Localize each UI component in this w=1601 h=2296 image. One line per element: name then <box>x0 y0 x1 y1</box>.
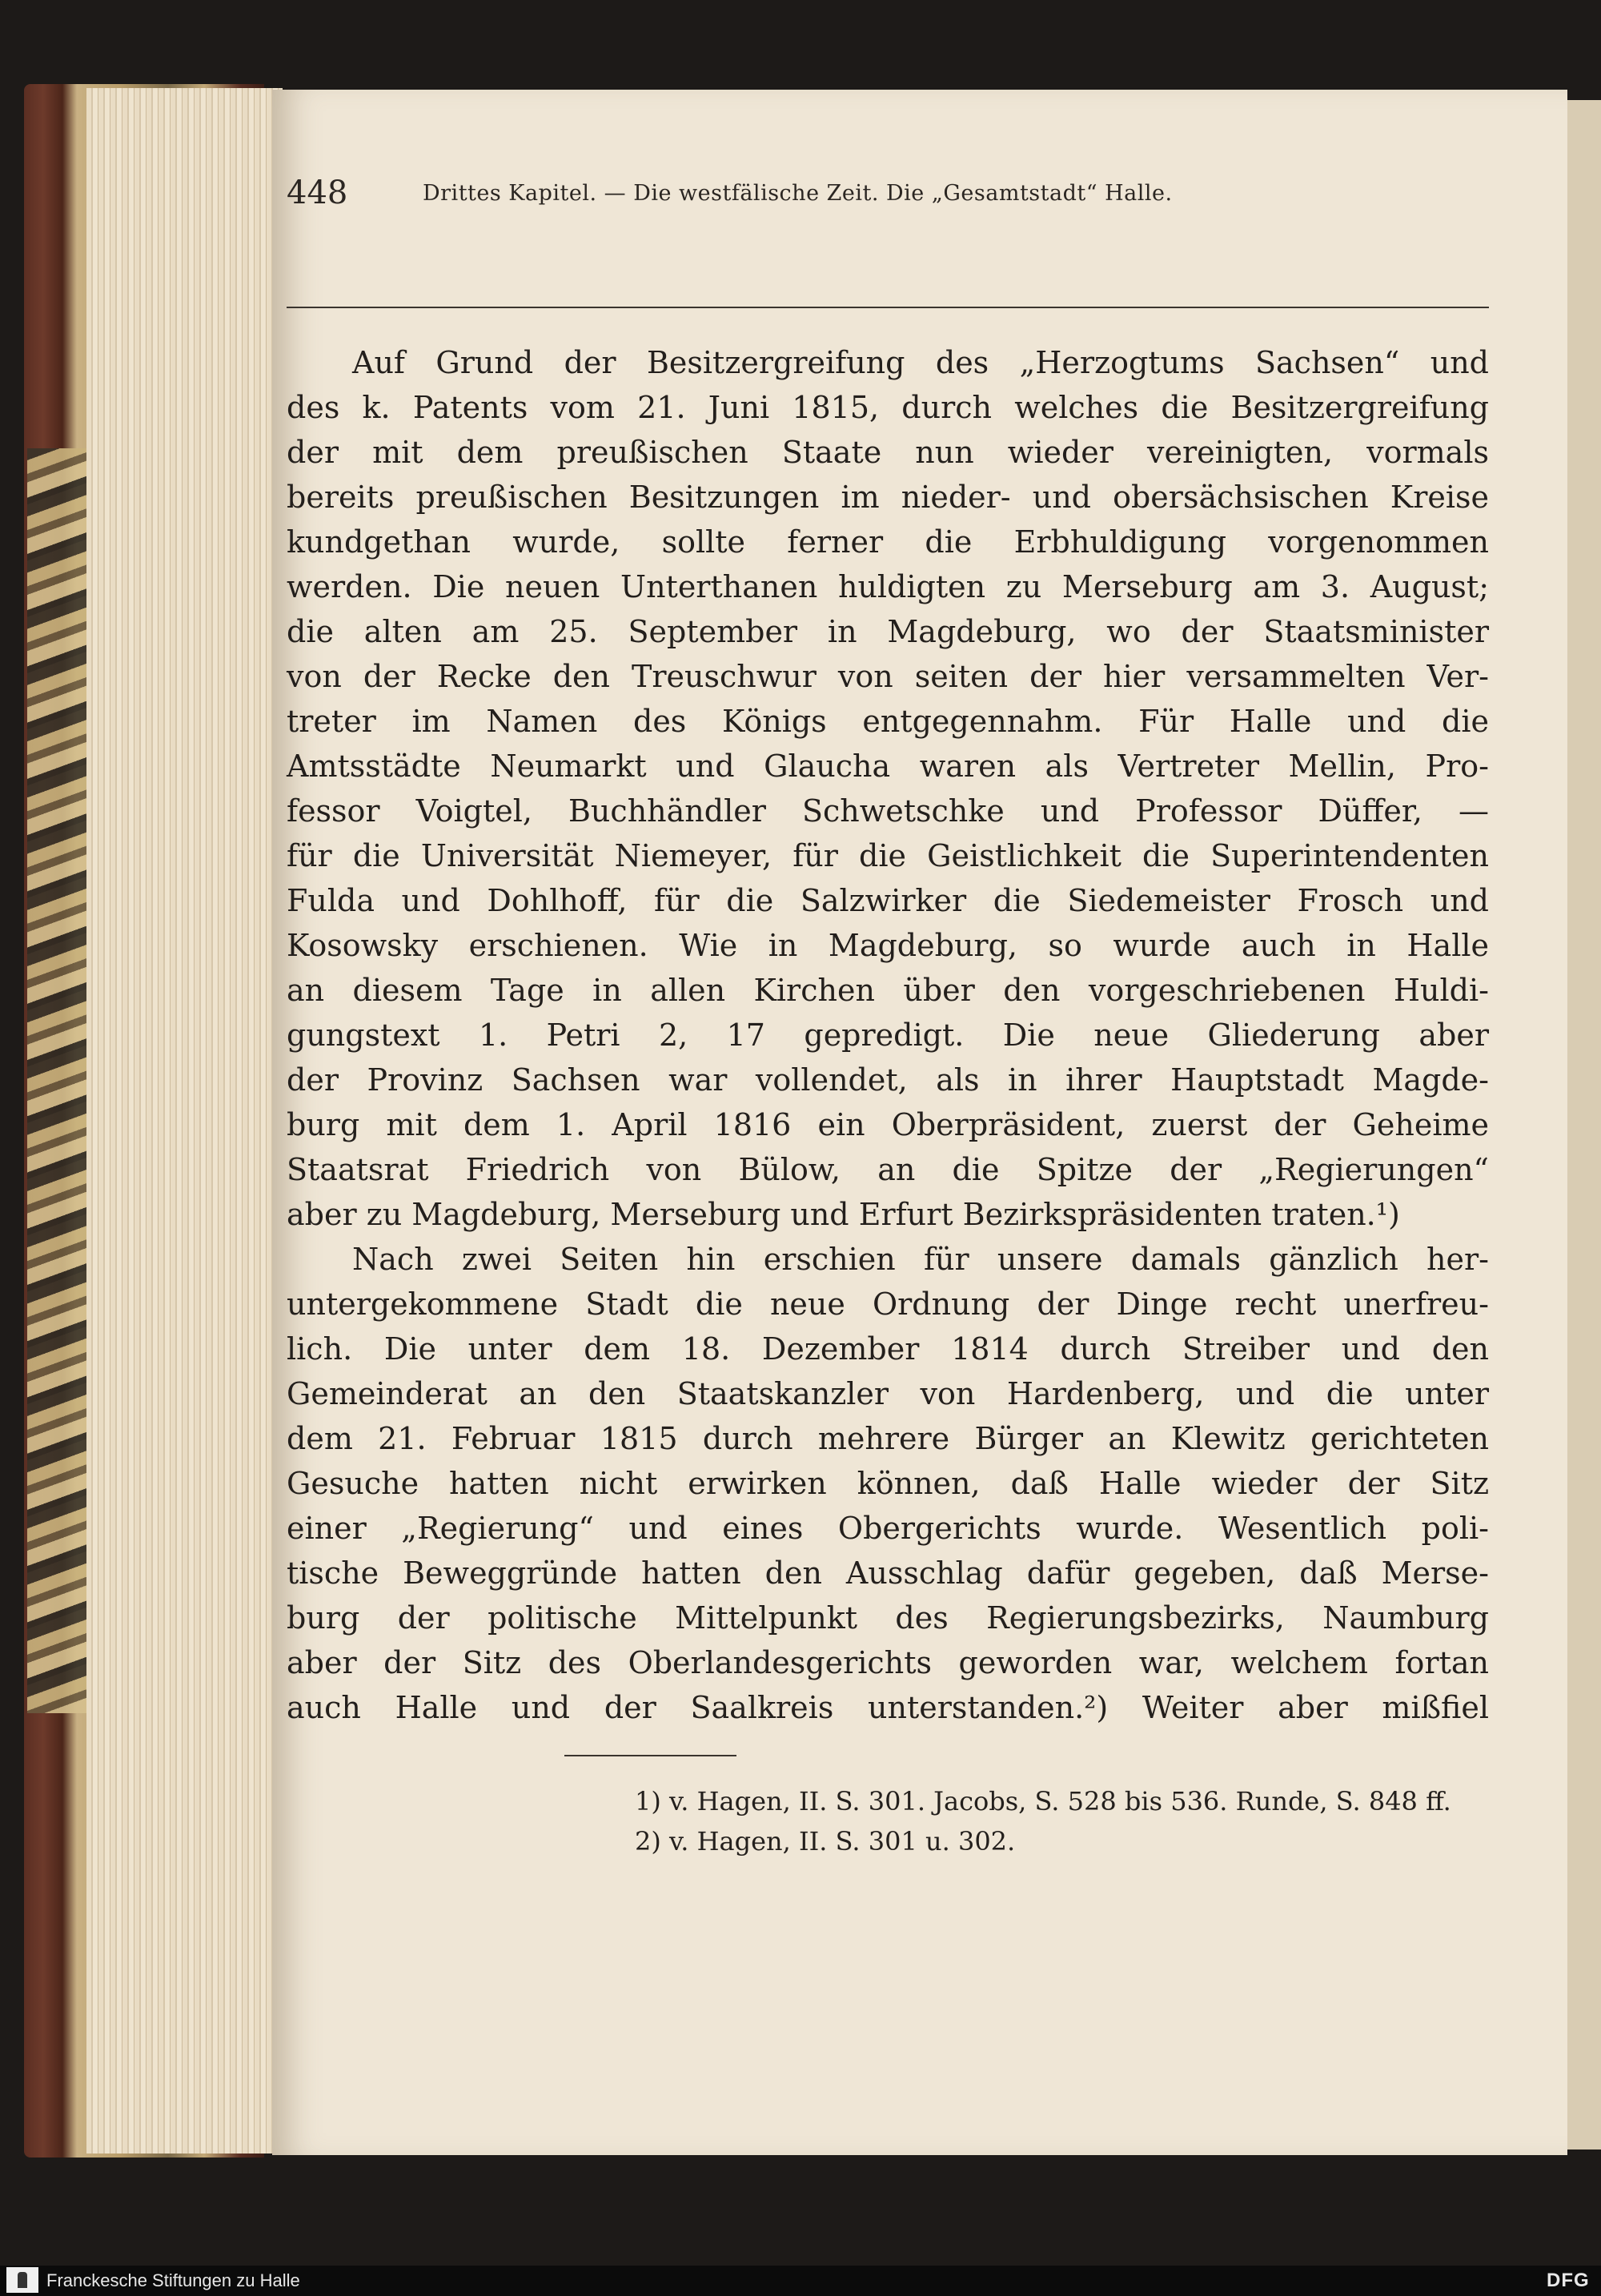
next-page-edge <box>1567 100 1601 2149</box>
text-line: kundgethan wurde, sollte ferner die Erbhuldigung vorgenommen <box>287 524 1489 560</box>
text-line: lich. Die unter dem 18. Dezember 1814 durch Streiber und den <box>287 1331 1489 1367</box>
dfg-logo: DFG <box>1547 2270 1590 2291</box>
page-stack <box>86 88 283 2154</box>
page-number: 448 <box>287 175 348 211</box>
text-line: Auf Grund der Besitzergreifung des „Herzogtums Sachsen“ und <box>352 345 1489 380</box>
text-line: tische Beweggründe hatten den Ausschlag dafür gegeben, daß Merse- <box>287 1555 1489 1591</box>
text-line: Fulda und Dohlhoff, für die Salzwirker die Siedemeister Frosch und <box>287 883 1489 918</box>
text-line: Amtsstädte Neumarkt und Glaucha waren als Vertreter Mellin, Pro- <box>287 749 1489 784</box>
page-header <box>287 175 1487 215</box>
text-line: an diesem Tage in allen Kirchen über den vorgeschriebenen Huldi- <box>287 973 1489 1008</box>
text-line: burg mit dem 1. April 1816 ein Oberpräsident, zuerst der Geheime <box>287 1107 1489 1142</box>
text-line: gungstext 1. Petri 2, 17 gepredigt. Die neue Gliederung aber <box>287 1018 1489 1053</box>
header-rule <box>287 307 1489 308</box>
text-line: dem 21. Februar 1815 durch mehrere Bürger an Klewitz gerichteten <box>287 1421 1489 1456</box>
text-line: Staatsrat Friedrich von Bülow, an die Spitze der „Regierungen“ <box>287 1152 1489 1187</box>
text-line: die alten am 25. September in Magdeburg, wo der Staatsminister <box>287 614 1489 649</box>
text-line: fessor Voigtel, Buchhändler Schwetschke und Professor Düffer, — <box>287 793 1489 829</box>
text-line: der Provinz Sachsen war vollendet, als in ihrer Hauptstadt Magde- <box>287 1062 1489 1098</box>
footnote: 2) v. Hagen, II. S. 301 u. 302. <box>635 1826 1016 1856</box>
text-line: treter im Namen des Königs entgegennahm. Für Halle und die <box>287 704 1489 739</box>
text-line: auch Halle und der Saalkreis unterstanden.²) Weiter aber mißfiel <box>287 1690 1489 1725</box>
text-line: Nach zwei Seiten hin erschien für unsere damals gänzlich her- <box>352 1242 1489 1277</box>
text-line: untergekommene Stadt die neue Ordnung der Dinge recht unerfreu- <box>287 1286 1489 1322</box>
footnote-rule <box>564 1755 736 1756</box>
text-line: für die Universität Niemeyer, für die Geistlichkeit die Superintendenten <box>287 838 1489 873</box>
text-line: der mit dem preußischen Staate nun wieder vereinigten, vormals <box>287 435 1489 470</box>
running-title: Drittes Kapitel. — Die westfälische Zeit. Die „Gesamtstadt“ Halle. <box>423 181 1173 206</box>
text-line: aber zu Magdeburg, Merseburg und Erfurt Bezirkspräsidenten traten.¹) <box>287 1197 1400 1232</box>
text-line: aber der Sitz des Oberlandesgerichts geworden war, welchem fortan <box>287 1645 1489 1680</box>
text-line: werden. Die neuen Unterthanen huldigten zu Merseburg am 3. August; <box>287 569 1489 604</box>
text-line: burg der politische Mittelpunkt des Regierungsbezirks, Naumburg <box>287 1600 1489 1636</box>
footnotes <box>635 1781 1489 1861</box>
text-line: Kosowsky erschienen. Wie in Magdeburg, so wurde auch in Halle <box>287 928 1489 963</box>
marbled-edge <box>27 448 91 1713</box>
institution-name: Franckesche Stiftungen zu Halle <box>46 2270 300 2290</box>
text-line: einer „Regierung“ und eines Obergerichts wurde. Wesentlich poli- <box>287 1511 1489 1546</box>
text-line: von der Recke den Treuschwur von seiten der hier versammelten Ver- <box>287 659 1489 694</box>
text-line: Gesuche hatten nicht erwirken können, daß Halle wieder der Sitz <box>287 1466 1489 1501</box>
text-line: des k. Patents vom 21. Juni 1815, durch welches die Besitzergreifung <box>287 390 1489 425</box>
text-line: Gemeinderat an den Staatskanzler von Hardenberg, und die unter <box>287 1376 1489 1411</box>
text-line: bereits preußischen Besitzungen im nieder- und obersächsischen Kreise <box>287 480 1489 515</box>
institution-logo-icon <box>6 2267 38 2293</box>
footnote: 1) v. Hagen, II. S. 301. Jacobs, S. 528 bis 536. Runde, S. 848 ff. <box>635 1786 1451 1816</box>
body-text <box>287 340 1489 1730</box>
